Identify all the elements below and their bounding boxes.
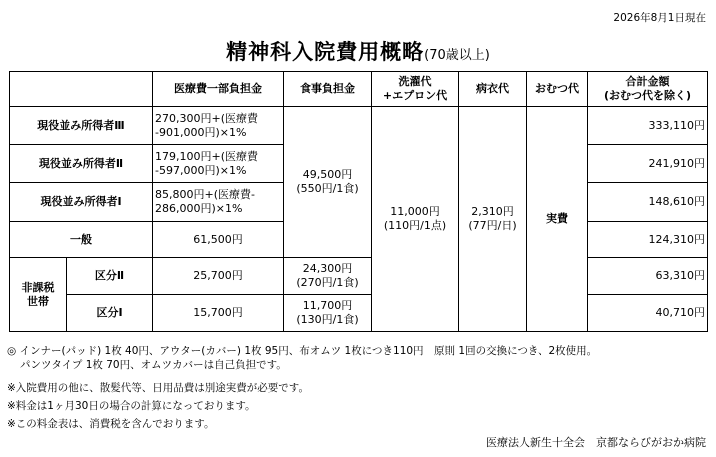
header-medical: 医療費一部負担金 [153, 72, 284, 107]
meal-fee [284, 258, 372, 295]
table-row [10, 107, 708, 145]
medical-fee-line1: 85,800円+(医療費- [155, 188, 255, 201]
row-label: 区分Ⅱ [67, 258, 153, 295]
header-total-line2: (おむつ代を除く) [603, 89, 692, 102]
meal-fee-line2: (550円/1食) [296, 182, 359, 195]
row-label: 現役並み所得者Ⅲ [10, 107, 153, 145]
meal-fee-line1: 24,300円 [302, 262, 353, 275]
fee-table [9, 71, 708, 332]
meal-fee-line1: 11,700円 [302, 299, 353, 312]
header-laundry [372, 72, 459, 107]
header-meal: 食事負担金 [284, 72, 372, 107]
total-amount: 63,310円 [588, 258, 708, 295]
total-amount: 241,910円 [588, 145, 708, 183]
total-amount: 148,610円 [588, 183, 708, 222]
medical-fee-line1: 270,300円+(医療費 [155, 111, 258, 125]
meal-fee-line1: 49,500円 [302, 168, 353, 181]
organization-name: 医療法人新生十全会 京都ならびがおか病院 [486, 436, 706, 449]
medical-fee-line2: -901,000円)×1% [155, 125, 247, 139]
medical-fee: 61,500円 [153, 222, 284, 258]
medical-fee [153, 145, 284, 183]
row-label: 現役並み所得者Ⅱ [10, 145, 153, 183]
header-clothing: 病衣代 [459, 72, 527, 107]
total-amount: 40,710円 [588, 295, 708, 332]
row-label: 一般 [10, 222, 153, 258]
title-main: 精神科入院費用概略 [226, 40, 425, 64]
row-label: 区分Ⅰ [67, 295, 153, 332]
clothing-fee-line2: (77円/日) [468, 219, 517, 232]
medical-fee: 25,700円 [153, 258, 284, 295]
note-diaper-prices: ◎ インナー(パッド) 1枚 40円、アウター(カバー) 1枚 95円、布オムツ 1枚につき110円 原則 1回の交換につき、2枚使用。 [7, 345, 598, 357]
medical-fee: 15,700円 [153, 295, 284, 332]
row-label: 現役並み所得者Ⅰ [10, 183, 153, 222]
header-laundry-line2: +エプロン代 [382, 89, 448, 102]
group-label [10, 258, 67, 332]
header-corner [10, 72, 153, 107]
date-label: 2026年8月1日現在 [613, 12, 706, 24]
title-sub: (70歳以上) [424, 48, 490, 63]
note-diaper-prices-cont: パンツタイプ 1枚 70円、オムツカバーは自己負担です。 [20, 359, 287, 371]
clothing-fee [459, 107, 527, 332]
header-total [588, 72, 708, 107]
meal-fee-shared [284, 107, 372, 258]
medical-fee [153, 107, 284, 145]
meal-fee-line2: (270円/1食) [296, 276, 359, 289]
medical-fee-line2: -597,000円)×1% [155, 163, 247, 177]
header-laundry-line1: 洗濯代 [398, 75, 432, 88]
laundry-fee-line1: 11,000円 [390, 205, 440, 218]
medical-fee-line1: 179,100円+(医療費 [155, 149, 258, 163]
laundry-fee-line2: (110円/1点) [383, 219, 447, 232]
note-tax: ※この料金表は、消費税を含んでおります。 [7, 418, 215, 430]
note-calculation-basis: ※料金は1ヶ月30日の場合の計算になっております。 [7, 400, 256, 412]
total-amount: 124,310円 [588, 222, 708, 258]
group-label-line2: 世帯 [27, 294, 49, 308]
laundry-fee [372, 107, 459, 332]
diaper-fee: 実費 [527, 107, 588, 332]
note-extra-costs: ※入院費用の他に、散髪代等、日用品費は別途実費が必要です。 [7, 382, 309, 394]
header-total-line1: 合計金額 [625, 75, 670, 88]
total-amount: 333,110円 [588, 107, 708, 145]
meal-fee [284, 295, 372, 332]
group-label-line1: 非課税 [21, 280, 55, 294]
page-title [0, 36, 716, 66]
medical-fee-line2: 286,000円)×1% [155, 202, 243, 215]
table-row [10, 258, 708, 295]
header-row [10, 72, 708, 107]
clothing-fee-line1: 2,310円 [471, 205, 514, 218]
medical-fee [153, 183, 284, 222]
meal-fee-line2: (130円/1食) [296, 313, 359, 326]
table-row [10, 295, 708, 332]
header-diaper: おむつ代 [527, 72, 588, 107]
